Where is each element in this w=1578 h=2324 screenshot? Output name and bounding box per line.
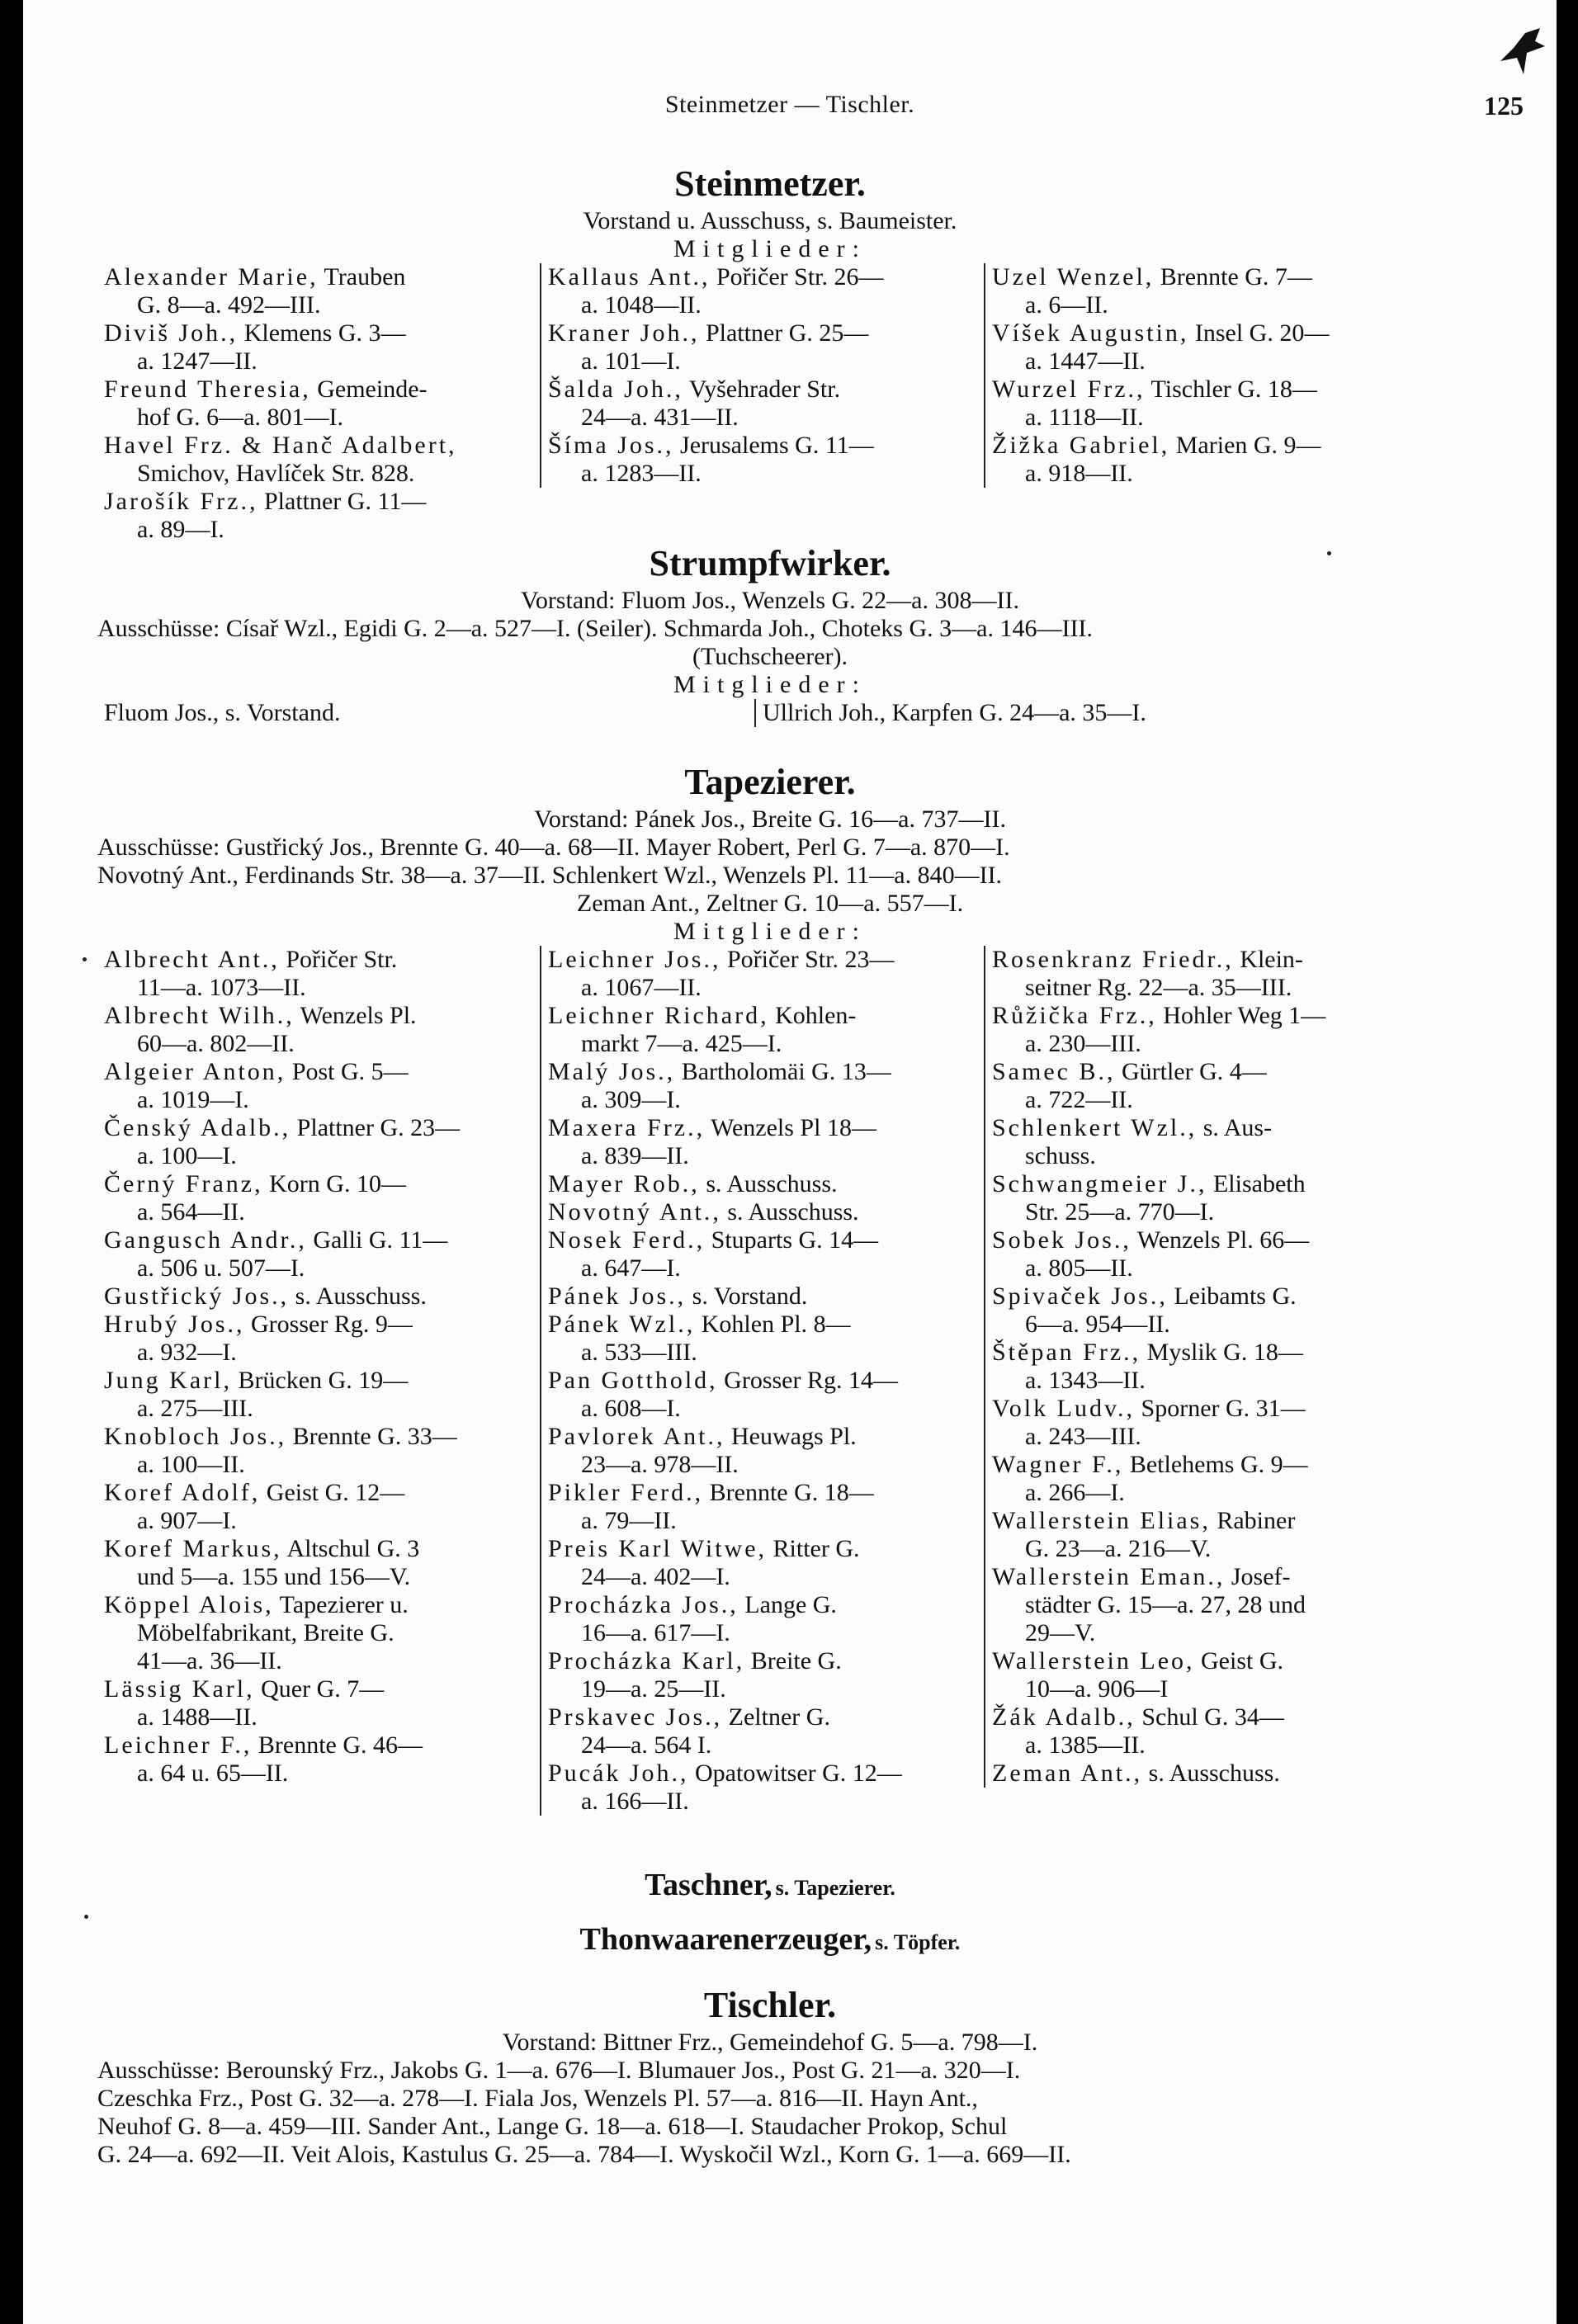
member-name: Wallerstein Elias, [992,1507,1211,1534]
member-address: Altschul G. 3 [281,1535,420,1562]
member-address: Klein- [1233,946,1303,973]
member-entry [104,1675,533,1731]
member-entry [992,1647,1421,1703]
member-address: Plattner G. 25— [699,319,869,347]
member-address: Brennte G. 46— [252,1731,423,1759]
section-title: Thonwaarenerzeuger, [579,1922,872,1957]
member-address: Jerusalems G. 11— [673,432,874,459]
member-name: Gustřický Jos., [104,1282,290,1310]
member-name: Spivaček Jos., [992,1282,1168,1310]
section-title: Tapezierer. [684,762,856,802]
member-address: Opatowitser G. 12— [688,1760,902,1787]
member-continuation: a. 6—II. [1025,291,1108,319]
member-entry [548,1311,977,1367]
member-continuation: 19—a. 25—II. [581,1675,726,1703]
member-entry [548,1535,977,1591]
member-entry [104,1226,533,1282]
member-entry [104,1479,533,1535]
member-entry [992,946,1421,1002]
member-entry [548,1282,977,1311]
member-entry [104,1591,533,1675]
member-entry [104,946,533,1002]
member-address: Josef- [1225,1563,1291,1590]
section-title: Tischler. [703,1985,837,2025]
member-continuation: 16—a. 617—I. [581,1619,730,1646]
member-entry [992,1395,1421,1451]
member-entry [104,1731,533,1788]
member-entry [992,1703,1421,1760]
member-name: Černý Franz, [104,1170,263,1197]
member-entry [548,1760,977,1816]
ausschuesse-line-3: Neuhof G. 8—a. 459—III. Sander Ant., Lange G. 18—a. 618—I. Staudacher Prokop, Schul [97,2113,1008,2140]
member-name: Schwangmeier J., [992,1170,1207,1197]
member-name: Růžička Frz., [992,1002,1157,1029]
member-entry [548,1114,977,1170]
member-address: Ritter G. [767,1535,860,1562]
member-name: Lässig Karl, [104,1675,255,1703]
section-thonwaaren [97,1921,1443,1958]
member-name: Diviš Joh., [104,319,239,347]
member-entry [992,1114,1421,1170]
member-entry [992,319,1421,376]
member-name: Albrecht Ant., [104,946,280,973]
member-entry [104,1311,533,1367]
member-continuation: a. 1019—I. [137,1086,249,1113]
member-name: Pucák Joh., [548,1760,689,1787]
member-continuation: a. 100—I. [137,1142,237,1169]
member-address: Gürtler G. 4— [1115,1058,1267,1085]
member-right: Ullrich Joh., Karpfen G. 24—a. 35—I. [754,699,1429,727]
member-continuation: a. 907—I. [137,1507,237,1534]
member-continuation: a. 309—I. [581,1086,681,1113]
member-address: Kohlen- [768,1002,857,1029]
member-address: s. Ausschuss. [289,1282,427,1310]
member-continuation: 23—a. 978—II. [581,1451,739,1478]
member-continuation: 29—V. [1025,1619,1096,1646]
member-column-2 [540,946,984,1816]
member-address: s. Vorstand. [686,1282,808,1310]
member-continuation: a. 839—II. [581,1142,689,1169]
page-number: 125 [1484,91,1524,120]
member-continuation: a. 64 u. 65—II. [137,1760,289,1787]
member-address: Brennte G. 33— [286,1423,457,1450]
member-continuation: a. 79—II. [581,1507,677,1534]
member-address: Insel G. 20— [1188,319,1330,347]
member-name: Rosenkranz Friedr., [992,946,1234,973]
print-speck [83,957,87,961]
section-tapezierer [97,759,1443,1816]
member-entry [992,263,1421,319]
member-address: s. Ausschuss. [720,1198,859,1226]
member-name: Havel Frz. & Hanč Adalbert, [104,432,457,459]
member-continuation: markt 7—a. 425—I. [581,1030,782,1057]
running-header: Steinmetzer — Tischler. [664,91,915,118]
member-entry [992,1507,1421,1563]
member-entry [548,432,977,488]
member-name: Albrecht Wilh., [104,1002,295,1029]
member-continuation: 41—a. 36—II. [137,1647,282,1675]
print-speck [1327,551,1331,555]
corner-ink-mark-icon [1476,25,1550,99]
member-continuation: 24—a. 402—I. [581,1563,730,1590]
member-address: Schul G. 34— [1135,1703,1284,1731]
member-entry [548,1226,977,1282]
member-continuation: a. 533—III. [581,1339,697,1366]
vorstand-line: Vorstand: Pánek Jos., Breite G. 16—a. 737—II. [534,805,1006,833]
member-continuation: 10—a. 906—I [1025,1675,1169,1703]
member-continuation: a. 1283—II. [581,460,702,487]
member-continuation: Str. 25—a. 770—I. [1025,1198,1215,1226]
ausschuesse-line-2: Czeschka Frz., Post G. 32—a. 278—I. Fiala Jos, Wenzels Pl. 57—a. 816—II. Hayn Ant., [97,2085,978,2112]
ausschuesse-line-4: G. 24—a. 692—II. Veit Alois, Kastulus G. 25—a. 784—I. Wyskočil Wzl., Korn G. 1—a. 669—II. [97,2141,1071,2168]
mitglieder-heading: Mitglieder: [673,918,867,945]
member-continuation: a. 1247—II. [137,347,257,375]
member-address: Elisabeth [1207,1170,1306,1197]
member-address: Pořičer Str. 26— [710,263,884,290]
member-entry [548,1423,977,1479]
member-name: Štěpan Frz., [992,1339,1141,1366]
member-name: Pikler Ferd., [548,1479,704,1506]
member-address: Wenzels Pl. [294,1002,417,1029]
member-address: Korn G. 10— [262,1170,406,1197]
member-name: Pánek Jos., [548,1282,687,1310]
member-address: Betlehems G. 9— [1123,1451,1308,1478]
member-entry [548,1002,977,1058]
cross-reference: s. Töpfer. [875,1930,961,1954]
member-continuation: a. 506 u. 507—I. [137,1254,305,1282]
member-address: Geist G. [1194,1647,1284,1675]
member-name: Šíma Jos., [548,432,674,459]
member-entry [992,1002,1421,1058]
member-name: Víšek Augustin, [992,319,1189,347]
member-continuation: 24—a. 564 I. [581,1731,712,1759]
section-title: Steinmetzer. [674,163,866,204]
member-continuation: a. 275—III. [137,1395,253,1422]
member-entry [104,319,533,376]
member-name: Knobloch Jos., [104,1423,287,1450]
member-entry [104,263,533,319]
member-entry [992,1563,1421,1647]
member-name: Prskavec Jos., [548,1703,723,1731]
member-address: Galli G. 11— [306,1226,448,1254]
section-steinmetzer [97,161,1443,544]
member-name: Alexander Marie, [104,263,319,290]
member-continuation: a. 1118—II. [1025,404,1144,431]
member-name: Pan Gotthold, [548,1367,718,1394]
member-continuation: a. 266—I. [1025,1479,1125,1506]
member-address: Stuparts G. 14— [705,1226,879,1254]
member-address: Leibamts G. [1167,1282,1297,1310]
member-column-1 [97,946,540,1788]
member-name: Leichner Jos., [548,946,721,973]
vorstand-line: Vorstand: Fluom Jos., Wenzels G. 22—a. 308—II. [521,587,1019,614]
member-name: Novotný Ant., [548,1198,721,1226]
member-name: Malý Jos., [548,1058,676,1085]
member-name: Mayer Rob., [548,1170,700,1197]
member-entry [104,1423,533,1479]
member-entry [992,1282,1421,1339]
member-address: Wenzels Pl. 66— [1131,1226,1310,1254]
member-continuation: städter G. 15—a. 27, 28 und [1025,1591,1306,1618]
member-entry [548,1058,977,1114]
member-left: Fluom Jos., s. Vorstand. [104,699,341,726]
document-page [23,0,1557,2324]
member-name: Uzel Wenzel, [992,263,1155,290]
member-name: Kraner Joh., [548,319,700,347]
member-entry [104,488,533,544]
member-entry [548,1703,977,1760]
member-address: Pořičer Str. [279,946,398,973]
member-address: Trauben [318,263,406,290]
ausschuesse-line-1: Ausschüsse: Berounský Frz., Jakobs G. 1—a. 676—I. Blumauer Jos., Post G. 21—a. 320—I. [97,2057,1021,2084]
section-taschner [97,1867,1443,1903]
member-continuation: a. 230—III. [1025,1030,1141,1057]
member-continuation: a. 101—I. [581,347,681,375]
member-columns [97,263,1443,544]
member-address: Lange G. [738,1591,837,1618]
member-entry [992,432,1421,488]
member-name: Volk Ludv., [992,1395,1136,1422]
member-continuation: schuss. [1025,1142,1096,1169]
member-name: Schlenkert Wzl., [992,1114,1198,1141]
member-continuation: seitner Rg. 22—a. 35—III. [1025,974,1292,1001]
section-title: Strumpfwirker. [649,543,891,583]
member-continuation: G. 8—a. 492—III. [137,291,321,319]
member-entry [992,376,1421,432]
member-continuation: G. 23—a. 216—V. [1025,1535,1212,1562]
member-entry [992,1058,1421,1114]
member-name: Čenský Adalb., [104,1114,291,1141]
member-name: Žák Adalb., [992,1703,1136,1731]
ausschuesse-line-2: Novotný Ant., Ferdinands Str. 38—a. 37—II. Schlenkert Wzl., Wenzels Pl. 11—a. 840—II. [97,862,1003,889]
member-name: Šalda Joh., [548,376,683,403]
member-address: Brennte G. 18— [703,1479,874,1506]
member-entry [548,1198,977,1226]
member-entry [992,1451,1421,1507]
member-continuation: a. 1488—II. [137,1703,257,1731]
member-address: Myslik G. 18— [1141,1339,1303,1366]
member-address: Geist G. 12— [260,1479,405,1506]
member-continuation: Möbelfabrikant, Breite G. [137,1619,394,1646]
member-entry [104,1367,533,1423]
member-continuation: a. 647—I. [581,1254,681,1282]
member-continuation: a. 1447—II. [1025,347,1146,375]
member-address: Pořičer Str. 23— [720,946,895,973]
member-address: s. Aus- [1197,1114,1273,1141]
member-name: Pavlorek Ant., [548,1423,725,1450]
member-continuation: 11—a. 1073—II. [137,974,306,1001]
tuchscheerer-note: (Tuchscheerer). [692,643,848,670]
member-continuation: a. 1385—II. [1025,1731,1146,1759]
member-address: Post G. 5— [286,1058,409,1085]
member-entry [992,1170,1421,1226]
member-continuation: a. 1343—II. [1025,1367,1146,1394]
member-name: Köppel Alois, [104,1591,274,1618]
member-name: Leichner Richard, [548,1002,769,1029]
member-name: Koref Adolf, [104,1479,261,1506]
member-address: Bartholomäi G. 13— [675,1058,891,1085]
member-entry [548,376,977,432]
member-column-3 [984,263,1428,488]
member-continuation: 60—a. 802—II. [137,1030,295,1057]
ausschuesse-line-3: Zeman Ant., Zeltner G. 10—a. 557—I. [576,890,964,917]
ausschuesse-line-1: Ausschüsse: Gustřický Jos., Brennte G. 40—a. 68—II. Mayer Robert, Perl G. 7—a. 870—I. [97,834,1010,861]
member-entry [104,1002,533,1058]
member-address: Quer G. 7— [254,1675,385,1703]
section-tischler [97,1982,1443,2169]
member-continuation: a. 1048—II. [581,291,702,319]
member-address: Klemens G. 3— [238,319,406,347]
member-continuation: a. 100—II. [137,1451,245,1478]
member-continuation: a. 608—I. [581,1395,681,1422]
member-entry [992,1226,1421,1282]
member-entry [548,1479,977,1535]
member-name: Jarošík Frz., [104,488,258,515]
section-title: Taschner, [645,1868,772,1902]
member-continuation: a. 805—II. [1025,1254,1133,1282]
member-column-3 [984,946,1428,1788]
member-name: Kallaus Ant., [548,263,711,290]
member-address: Heuwags Pl. [725,1423,857,1450]
member-name: Procházka Jos., [548,1591,739,1618]
member-address: Vyšehrader Str. [683,376,841,403]
member-name: Wagner F., [992,1451,1124,1478]
member-entry [992,1760,1421,1788]
member-address: Wenzels Pl 18— [705,1114,876,1141]
member-name: Wallerstein Eman., [992,1563,1226,1590]
vorstand-line: Vorstand u. Ausschuss, s. Baumeister. [583,207,957,234]
member-continuation: a. 722—II. [1025,1086,1133,1113]
member-continuation: hof G. 6—a. 801—I. [137,404,343,431]
member-address: Marien G. 9— [1169,432,1321,459]
member-continuation: 24—a. 431—II. [581,404,739,431]
member-address: Tischler G. 18— [1145,376,1317,403]
member-name: Samec B., [992,1058,1116,1085]
member-address: Grosser Rg. 14— [717,1367,898,1394]
member-name: Žižka Gabriel, [992,432,1170,459]
member-entry [104,1282,533,1311]
member-address: Gemeinde- [310,376,428,403]
member-address: Rabiner [1210,1507,1296,1534]
member-continuation: Smichov, Havlíček Str. 828. [137,460,415,487]
mitglieder-heading: Mitglieder: [673,671,867,698]
member-name: Koref Markus, [104,1535,282,1562]
member-address: Hohler Weg 1— [1156,1002,1326,1029]
member-name: Pánek Wzl., [548,1311,696,1338]
member-columns [97,946,1443,1816]
member-name: Nosek Ferd., [548,1226,706,1254]
member-entry [104,1114,533,1170]
member-continuation: a. 564—II. [137,1198,245,1226]
member-entry [992,1339,1421,1395]
member-column-2 [540,263,984,488]
member-continuation: und 5—a. 155 und 156—V. [137,1563,411,1590]
member-continuation: a. 89—I. [137,516,224,543]
member-name: Procházka Karl, [548,1647,745,1675]
member-column-1 [97,263,540,544]
member-name: Zeman Ant., [992,1760,1143,1787]
member-name: Wallerstein Leo, [992,1647,1195,1675]
member-entry [548,1591,977,1647]
member-entry [104,1170,533,1226]
member-entry [104,1535,533,1591]
member-name: Preis Karl Witwe, [548,1535,768,1562]
member-row [97,699,1443,727]
member-name: Sobek Jos., [992,1226,1132,1254]
member-address: Plattner G. 11— [257,488,427,515]
print-speck [84,1915,88,1919]
member-entry [548,1170,977,1198]
member-address: Tapezierer u. [273,1591,409,1618]
member-continuation: a. 932—I. [137,1339,237,1366]
member-name: Wurzel Frz., [992,376,1146,403]
member-address: Zeltner G. [722,1703,830,1731]
member-entry [548,1367,977,1423]
member-entry [548,263,977,319]
member-entry [104,376,533,432]
section-strumpfwirker [97,541,1443,727]
member-name: Algeier Anton, [104,1058,286,1085]
mitglieder-heading: Mitglieder: [673,235,867,262]
member-continuation: a. 918—II. [1025,460,1133,487]
member-entry [548,946,977,1002]
member-continuation: a. 166—II. [581,1788,689,1815]
member-address: s. Ausschuss. [1142,1760,1280,1787]
member-address: Grosser Rg. 9— [244,1311,413,1338]
member-name: Gangusch Andr., [104,1226,307,1254]
member-address: s. Ausschuss. [699,1170,838,1197]
member-name: Hrubý Jos., [104,1311,245,1338]
member-entry [104,1058,533,1114]
member-entry [548,319,977,376]
member-continuation: 6—a. 954—II. [1025,1311,1170,1338]
member-address: Sporner G. 31— [1135,1395,1306,1422]
vorstand-line: Vorstand: Bittner Frz., Gemeindehof G. 5—a. 798—I. [502,2029,1038,2056]
member-name: Jung Karl, [104,1367,232,1394]
member-entry [548,1647,977,1703]
member-entry [104,432,533,488]
member-address: Plattner G. 23— [291,1114,461,1141]
member-name: Leichner F., [104,1731,253,1759]
member-address: Brennte G. 7— [1154,263,1312,290]
member-continuation: a. 243—III. [1025,1423,1141,1450]
cross-reference: s. Tapezierer. [775,1876,895,1900]
member-address: Brücken G. 19— [231,1367,409,1394]
member-address: Breite G. [744,1647,842,1675]
member-continuation: a. 1067—II. [581,974,702,1001]
member-address: Kohlen Pl. 8— [695,1311,851,1338]
member-name: Maxera Frz., [548,1114,706,1141]
member-name: Freund Theresia, [104,376,311,403]
ausschuesse-line: Ausschüsse: Císař Wzl., Egidi G. 2—a. 527—I. (Seiler). Schmarda Joh., Choteks G. 3—a. 146—III. [97,615,1093,642]
